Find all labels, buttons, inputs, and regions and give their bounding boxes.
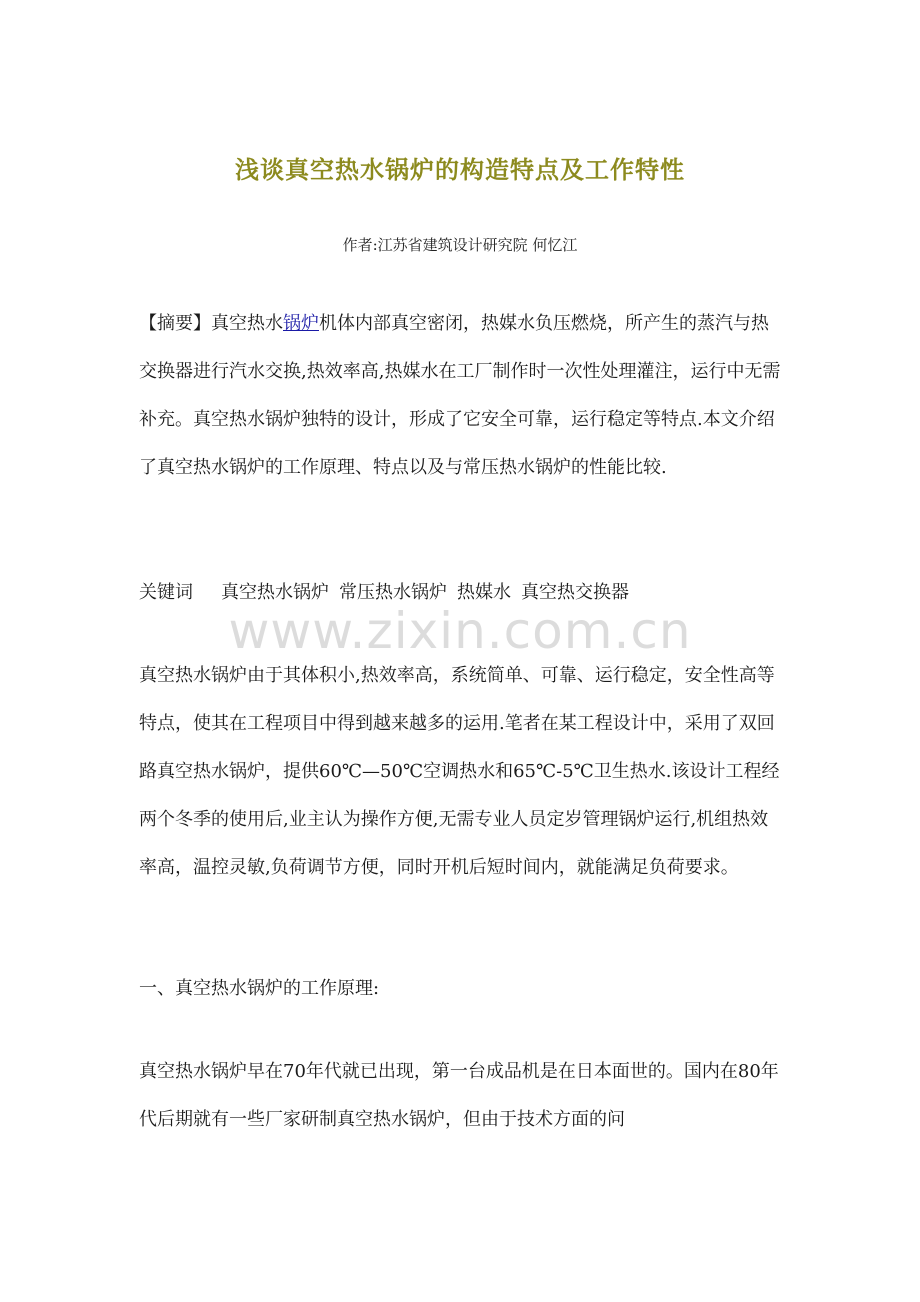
abstract-prefix: 真空热水 (211, 313, 283, 334)
boiler-link[interactable]: 锅炉 (283, 313, 319, 334)
author-line: 作者:江苏省建筑设计研究院 何忆江 (342, 236, 578, 254)
keyword-item: 真空热水锅炉 (221, 582, 329, 603)
body-paragraph-2: 真空热水锅炉早在70年代就已出现，第一台成品机是在日本面世的。国内在80年代后期就有一些厂家研制真空热水锅炉，但由于技术方面的问 (139, 1061, 779, 1130)
abstract-paragraph (139, 300, 784, 492)
body-paragraph-1: 真空热水锅炉由于其体积小,热效率高，系统简单、可靠、运行稳定，安全性高等特点，使其在工程项目中得到越来越多的运用.笔者在某工程设计中，采用了双回路真空热水锅炉，提供60℃—50℃空调热水和65℃-5℃卫生热水.该设计工程经两个冬季的使用后,业主认为操作方便,无需专业人员定岁管理锅炉运行,机组热效率高，温控灵敏,负荷调节方便，同时开机后短时间内，就能满足负荷要求。 (139, 665, 780, 878)
abstract-label: 【摘要】 (139, 313, 211, 334)
keywords-line (139, 569, 784, 617)
watermark-text: www.zixin.com.cn (228, 602, 692, 660)
keyword-item: 常压热水锅炉 (339, 582, 447, 603)
keyword-item: 热媒水 (457, 582, 511, 603)
keyword-item: 真空热交换器 (521, 582, 629, 603)
keywords-label: 关键词 (139, 582, 193, 603)
section-heading-1: 一、真空热水锅炉的工作原理: (139, 978, 380, 999)
abstract-text: 机体内部真空密闭，热媒水负压燃烧，所产生的蒸汽与热交换器进行汽水交换,热效率高,热媒水在工厂制作时一次性处理灌注，运行中无需补充。真空热水锅炉独特的设计，形成了它安全可靠，运行稳定等特点.本文介绍了真空热水锅炉的工作原理、特点以及与常压热水锅炉的性能比较. (139, 313, 781, 478)
document-title: 浅谈真空热水锅炉的构造特点及工作特性 (235, 156, 685, 184)
